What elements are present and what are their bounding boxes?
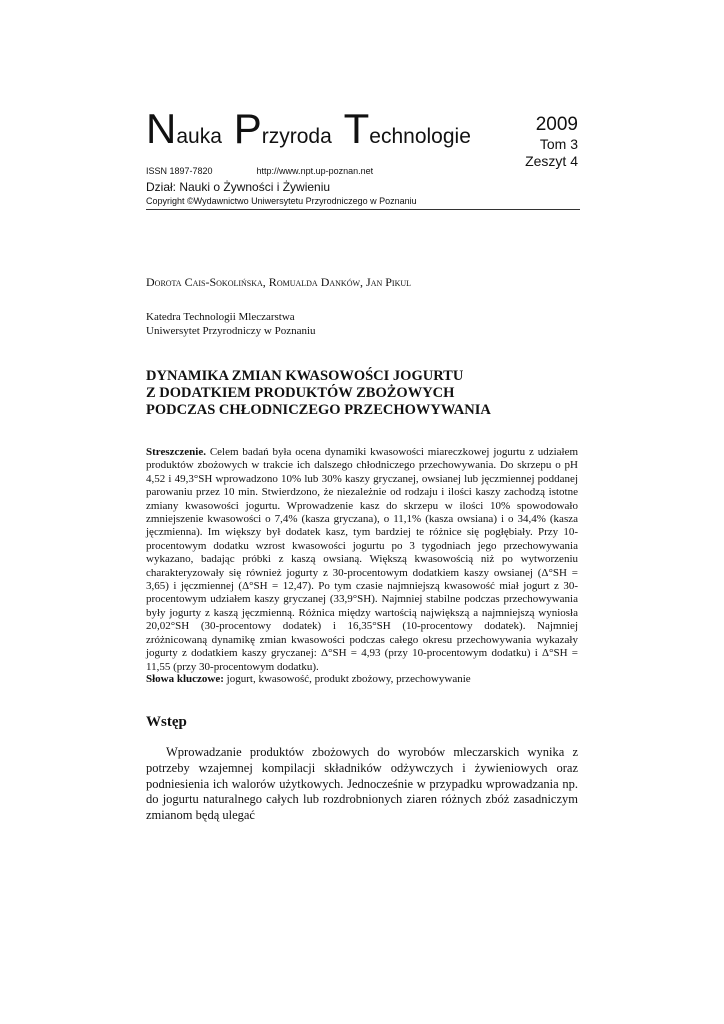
title-word-nauka: auka — [176, 125, 222, 148]
journal-masthead — [146, 105, 578, 210]
author-list: Dorota Cais-Sokolińska, Romualda Danków, Jan Pikul — [146, 275, 412, 289]
title-initial-n: N — [146, 105, 177, 152]
paper-title-line-3: PODCZAS CHŁODNICZEGO PRZECHOWYWANIA — [146, 402, 491, 418]
issn: ISSN 1897-7820 — [146, 166, 213, 176]
section-heading: Wstęp — [146, 714, 187, 730]
abstract-text: Celem badań była ocena dynamiki kwasowości miareczkowej jogurtu z udziałem produktów zbożowych w trakcie ich dalszego chłodniczego przechowywania. Do skrzepu o pH 4,52 i 49,3°SH wprowadzono 10% lub 30% kaszy gryczanej, owsianej lub jęczmiennej poddanej parowaniu przez 10 min. Stwierdzono, że niezależnie od rodzaju i ilości kaszy zachodzą istotne zmiany kwasowości jogurtu. Wprowadzenie kasz do skrzepu w ilości 10% spowodowało zmniejszenie kwasowości o 7,4% (kasza gryczana), o 11,1% (kasza owsiana) i o 34,4% (kasza jęczmienna). Im większy był dodatek kasz, tym bardziej te różnice się pogłębiały. Przy 10-procentowym dodatku wzrost kwasowości jogurtu po 3 tygodniach jego przechowywania wykazano, badając próbki z kaszą owsianą. Większą kwasowością niż po wytworzeniu charakteryzowały się również jogurty z 30-procentowym dodatkiem kaszy owsianej (Δ°SH = 3,65) i jęczmiennej (Δ°SH = 12,47). Po tym czasie najmniejszą kwasowość miał jogurt z 30-procentowym udziałem kaszy gryczanej (33,9°SH). Najmniej stabilne podczas przechowywania były jogurty z kaszą jęczmienną. Różnica między wartością największą a najmniejszą wyniosła 20,02°SH (30-procentowy dodatek) i 16,35°SH (10-procentowy dodatek). Najmniej zróżnicowaną dynamikę zmian kwasowości podczas całego okresu przechowywania wykazały jogurty z dodatkiem kaszy gryczanej: Δ°SH = 4,93 (przy 10-procentowym dodatku) i Δ°SH = 11,55 (przy 30-procentowym dodatku). — [146, 446, 579, 673]
paper-title-line-1: DYNAMIKA ZMIAN KWASOWOŚCI JOGURTU — [146, 368, 464, 384]
affiliation-university: Uniwersytet Przyrodniczy w Poznaniu — [146, 325, 316, 337]
title-word-technologie: echnologie — [369, 125, 471, 148]
keywords — [146, 673, 578, 686]
issue-number: Zeszyt 4 — [525, 153, 578, 169]
title-initial-p: P — [233, 105, 262, 152]
keywords-text: jogurt, kwasowość, produkt zbożowy, przechowywanie — [226, 673, 471, 685]
issue-volume: Tom 3 — [539, 136, 578, 152]
keywords-label: Słowa kluczowe: — [146, 673, 224, 685]
issue-info — [525, 114, 578, 170]
affiliation-department: Katedra Technologii Mleczarstwa — [146, 311, 295, 323]
section-paragraph: Wprowadzanie produktów zbożowych do wyrobów mleczarskich wynika z potrzeby wzajemnej kompilacji składników odżywczych i żywieniowych oraz podniesienia ich walorów użytkowych. Jednocześnie w przypadku wprowadzania np. do jogurtu naturalnego całych lub rozdrobnionych ziaren różnych zbóż zasadniczym zmianom będą ulegać — [146, 745, 578, 823]
affiliation — [146, 310, 316, 338]
paper-title-line-2: Z DODATKIEM PRODUKTÓW ZBOŻOWYCH — [146, 385, 455, 401]
title-word-przyroda: rzyroda — [261, 125, 332, 148]
abstract-label: Streszczenie. — [146, 446, 206, 458]
masthead-divider — [146, 209, 580, 210]
paper-title — [146, 368, 586, 419]
title-initial-t: T — [343, 105, 370, 152]
issue-year: 2009 — [535, 114, 578, 135]
journal-url[interactable]: http://www.npt.up-poznan.net — [256, 166, 374, 176]
journal-meta-row — [146, 166, 373, 176]
journal-department: Dział: Nauki o Żywności i Żywieniu — [146, 180, 331, 194]
journal-copyright: Copyright ©Wydawnictwo Uniwersytetu Przyrodniczego w Poznaniu — [146, 196, 417, 206]
abstract — [146, 446, 578, 674]
journal-title — [146, 105, 477, 152]
